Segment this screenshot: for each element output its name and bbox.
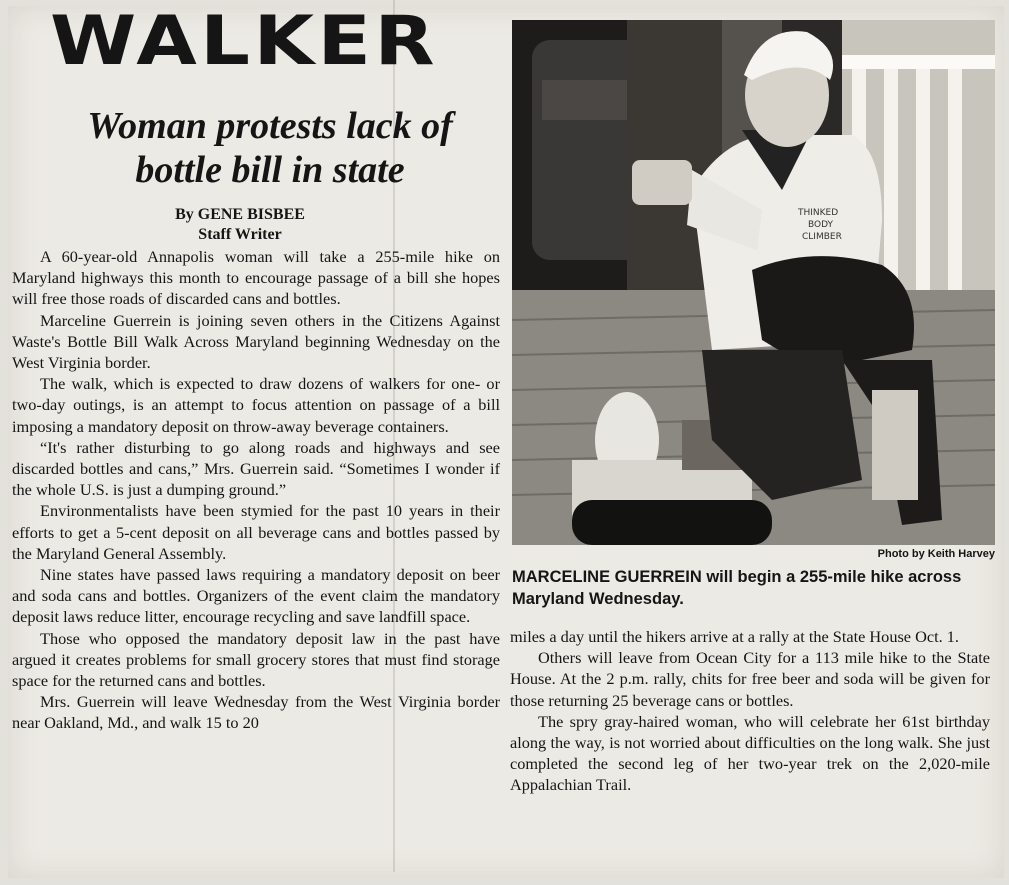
shirt-print: THINKED BODY CLIMBER bbox=[798, 208, 842, 242]
article-column-left bbox=[12, 246, 500, 734]
paragraph: Others will leave from Ocean City for a 113 mile hike to the State House. At the 2 p.m. rally, chits for free beer and soda will be given for those returning 25 beverage cans or bottles. bbox=[510, 648, 990, 710]
paragraph: The walk, which is expected to draw dozens of walkers for one- or two-day outings, is an attempt to focus attention on passage of a bill imposing a mandatory deposit on throw-away beverage containers. bbox=[12, 374, 500, 436]
byline-role: Staff Writer bbox=[198, 226, 282, 243]
news-photo bbox=[512, 20, 995, 545]
byline-author: By GENE BISBEE bbox=[175, 206, 305, 223]
photo-illustration bbox=[512, 20, 995, 545]
paragraph: Mrs. Guerrein will leave Wednesday from the West Virginia border near Oakland, Md., and walk 15 to 20 bbox=[12, 692, 500, 733]
paragraph: miles a day until the hikers arrive at a rally at the State House Oct. 1. bbox=[510, 627, 959, 646]
kicker-headline: WALKER bbox=[50, 2, 439, 81]
photo-credit: Photo by Keith Harvey bbox=[877, 548, 995, 560]
paragraph: Environmentalists have been stymied for the past 10 years in their efforts to get a 5-cent deposit on all beverage cans and bottles passed by the Maryland General Assembly. bbox=[12, 501, 500, 563]
paragraph: The spry gray-haired woman, who will celebrate her 61st birthday along the way, is not worried about difficulties on the long walk. She just completed the second leg of her two-year trek on the 2,020-mile Appalachian Trail. bbox=[510, 711, 990, 795]
paragraph: Marceline Guerrein is joining seven others in the Citizens Against Waste's Bottle Bill Walk Across Maryland beginning Wednesday on the West Virginia border. bbox=[12, 310, 500, 373]
paragraph: “It's rather disturbing to go along roads and highways and see discarded bottles and cans,” Mrs. Guerrein said. “Sometimes I wonder if the whole U.S. is just a dumping ground.” bbox=[12, 437, 500, 500]
byline bbox=[130, 205, 350, 245]
article-column-right bbox=[510, 626, 990, 796]
paragraph: A 60-year-old Annapolis woman will take a 255-mile hike on Maryland highways this month to encourage passage of a bill she hopes will free those roads of discarded cans and bottles. bbox=[12, 247, 500, 309]
paragraph: Nine states have passed laws requiring a mandatory deposit on beer and soda cans and bottles. Organizers of the event claim the mandatory deposit laws reduce litter, encourage recycling and save landfill space. bbox=[12, 565, 500, 627]
photo-caption: MARCELINE GUERREIN will begin a 255-mile hike across Maryland Wednesday. bbox=[512, 568, 962, 608]
article-headline: Woman protests lack of bottle bill in state bbox=[87, 105, 453, 191]
paragraph: Those who opposed the mandatory deposit law in the past have argued it creates problems for small grocery stores that must find storage space for the returned cans and bottles. bbox=[12, 628, 500, 691]
